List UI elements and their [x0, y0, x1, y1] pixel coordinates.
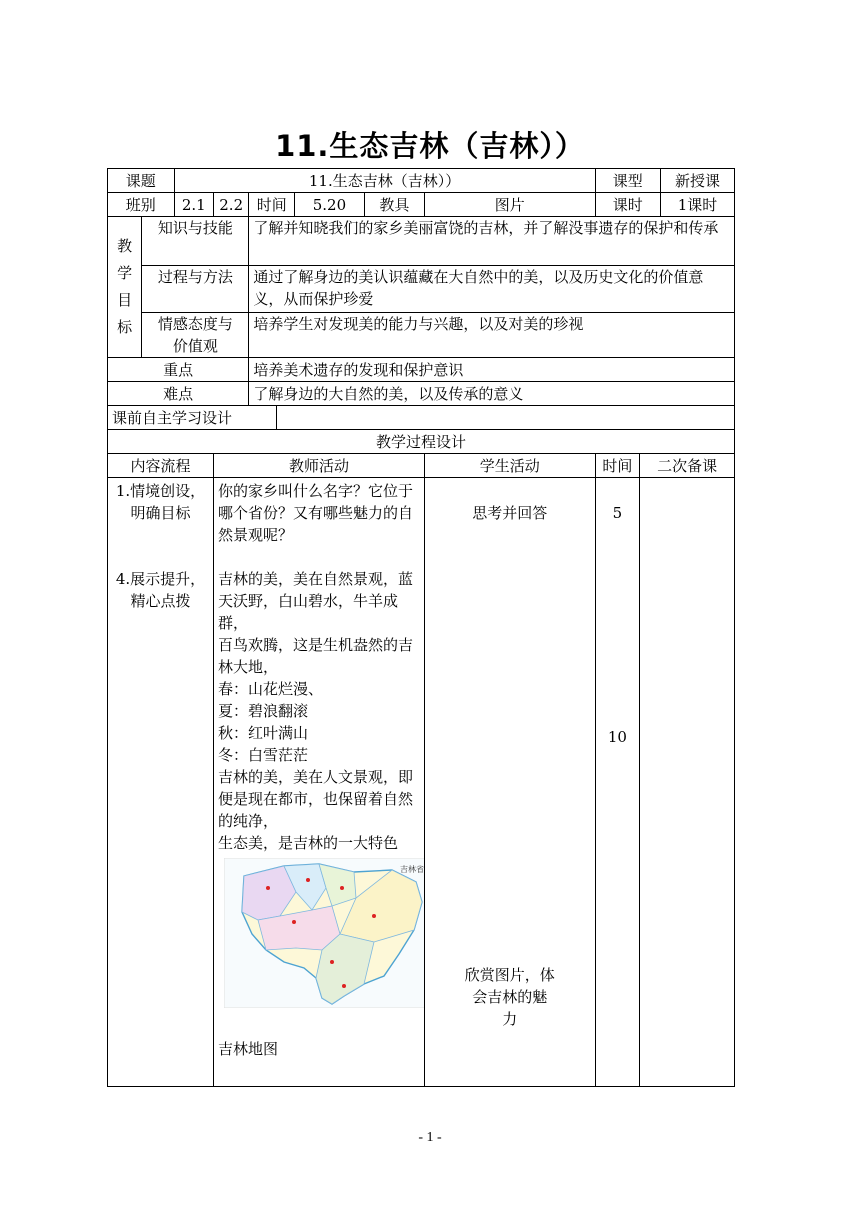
topic-row — [108, 169, 735, 193]
key-point-label: 重点 — [108, 358, 249, 382]
class-row — [108, 193, 735, 217]
emotion-text: 培养学生对发现美的能力与兴趣，以及对美的珍视 — [249, 313, 735, 358]
process-header-row — [108, 454, 735, 478]
goals-label: 教 学 目 标 — [108, 217, 142, 358]
time-2: 10 — [607, 728, 627, 746]
difficulty-row — [108, 382, 735, 406]
preclass-label: 课前自主学习设计 — [108, 406, 277, 430]
lesson-type-value: 新授课 — [661, 169, 735, 193]
topic-value: 11.生态吉林（吉林）） — [174, 169, 595, 193]
map-caption: 吉林地图 — [218, 1040, 279, 1058]
page-title: 11.生态吉林（吉林）） — [275, 129, 585, 163]
time-1: 5 — [612, 504, 623, 522]
difficulty-label: 难点 — [108, 382, 249, 406]
hours-label: 课时 — [595, 193, 661, 217]
page-number: - 1 - — [418, 1130, 442, 1145]
process-design-label: 教学过程设计 — [108, 430, 735, 454]
col-content-flow: 内容流程 — [108, 454, 214, 478]
preclass-row — [108, 406, 735, 430]
time-cell — [595, 478, 640, 1087]
process-design-row — [108, 430, 735, 454]
knowledge-label: 知识与技能 — [142, 217, 249, 266]
second-prep-cell — [640, 478, 735, 1087]
jilin-map-image — [224, 858, 425, 1008]
aids-value: 图片 — [425, 193, 596, 217]
class-1: 2.1 — [174, 193, 214, 217]
time-label: 时间 — [249, 193, 295, 217]
aids-label: 教具 — [364, 193, 424, 217]
goal-knowledge-row — [108, 217, 735, 266]
knowledge-text: 了解并知晓我们的家乡美丽富饶的吉林，并了解没事遗存的保护和传承 — [249, 217, 735, 266]
col-teacher-activity: 教师活动 — [214, 454, 425, 478]
lesson-plan-table — [107, 168, 735, 1087]
key-point-row — [108, 358, 735, 382]
process-label: 过程与方法 — [142, 266, 249, 313]
student-activity-2: 欣赏图片，体 会吉林的魅 力 — [464, 966, 555, 1028]
goal-emotion-row — [108, 313, 735, 358]
key-point-text: 培养美术遗存的发现和保护意识 — [249, 358, 735, 382]
process-body-row — [108, 478, 735, 1087]
col-time: 时间 — [595, 454, 640, 478]
student-activity-1: 思考并回答 — [472, 504, 548, 522]
student-activity-cell — [425, 478, 596, 1087]
emotion-label: 情感态度与 价值观 — [142, 313, 249, 358]
lesson-type-label: 课型 — [595, 169, 661, 193]
class-2: 2.2 — [214, 193, 249, 217]
step-1: 1.情境创设， 明确目标 — [115, 482, 206, 522]
hours-value: 1课时 — [661, 193, 735, 217]
goal-process-row — [108, 266, 735, 313]
content-flow-cell — [108, 478, 214, 1087]
process-text: 通过了解身边的美认识蕴藏在大自然中的美，以及历史文化的价值意义，从而保护珍爱 — [249, 266, 735, 313]
preclass-content — [277, 406, 735, 430]
step-4: 4.展示提升， 精心点拨 — [115, 570, 206, 610]
difficulty-text: 了解身边的大自然的美，以及传承的意义 — [249, 382, 735, 406]
topic-label: 课题 — [108, 169, 175, 193]
map-province-label: 吉林省 — [400, 865, 425, 874]
time-value: 5.20 — [295, 193, 365, 217]
class-label: 班别 — [108, 193, 175, 217]
col-student-activity: 学生活动 — [425, 454, 596, 478]
col-second-prep: 二次备课 — [640, 454, 735, 478]
teacher-activity-cell: 你的家乡叫什么名字？它位于 哪个省份？又有哪些魅力的自 然景观呢？ 吉林的美，美在自然景观，蓝 天沃野，白山碧水，牛羊成群， 百鸟欢腾，这是生机盎然的吉 林大地， 春：山花烂漫、 夏：碧浪翻滚 秋：红叶满山 冬：白雪茫茫 吉林的美，美在人文景观，即 便是现在都市，也保留着自然 的纯净， 生态美，是吉林的一大特色 吉林省 吉林地图 — [214, 478, 425, 1087]
